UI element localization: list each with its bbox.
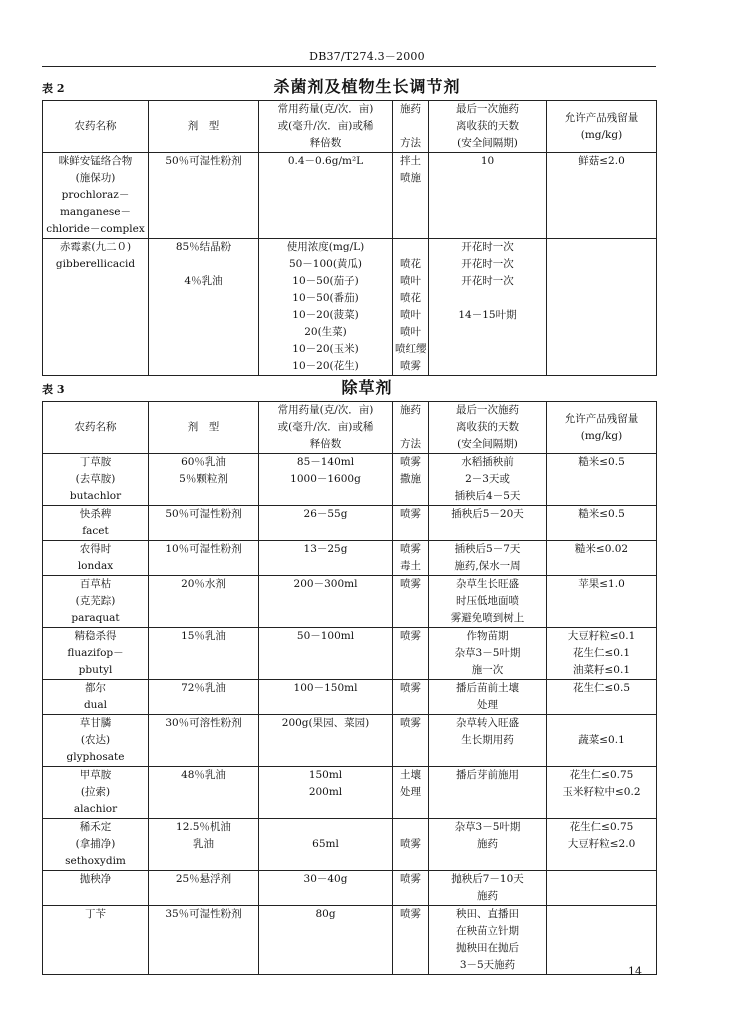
cell-line: 200－300ml	[293, 578, 358, 590]
cell-method	[393, 239, 429, 376]
cell-line: 喷雾	[400, 908, 421, 920]
cell-line: dual	[83, 699, 108, 711]
cell-form	[149, 153, 259, 239]
cell-days	[429, 541, 547, 576]
cell-line: 甲草胺	[79, 769, 112, 781]
cell-line: 糙米≤0.5	[578, 456, 625, 468]
document-code: DB37/T274.3－2000	[309, 50, 425, 63]
cell-line: 花生仁≤0.1	[573, 647, 630, 659]
cell-form	[149, 871, 259, 906]
cell-form	[149, 715, 259, 767]
cell-line: 拌土	[400, 155, 421, 167]
cell-residue	[547, 153, 657, 239]
col-header-name: 农药名称	[43, 101, 149, 153]
cell-line: 稀禾定	[79, 821, 112, 833]
table-row	[43, 680, 657, 715]
cell-line: 糙米≤0.5	[578, 508, 625, 520]
cell-method	[393, 454, 429, 506]
header-rule	[42, 66, 656, 67]
table-row	[43, 628, 657, 680]
cell-line: 毒土	[400, 560, 421, 572]
cell-name	[43, 506, 149, 541]
cell-method	[393, 541, 429, 576]
cell-line: 喷花	[400, 258, 421, 270]
cell-line	[549, 871, 654, 888]
cell-dose	[259, 576, 393, 628]
cell-line: 草甘膦	[79, 717, 112, 729]
cell-name	[43, 819, 149, 871]
cell-line: 65ml	[312, 838, 339, 850]
cell-line: (拉索)	[80, 786, 111, 798]
cell-line: 施药,保水一周	[454, 560, 521, 572]
table-row	[43, 541, 657, 576]
cell-line: 喷雾	[400, 456, 421, 468]
cell-residue	[547, 767, 657, 819]
cell-residue	[547, 871, 657, 906]
cell-line: 1000－1600g	[290, 473, 361, 485]
table3	[42, 401, 657, 975]
cell-residue	[547, 454, 657, 506]
table-row	[43, 239, 657, 376]
page-number: 14	[628, 965, 642, 978]
cell-days	[429, 576, 547, 628]
col-header-method: 施药 方法	[393, 101, 429, 153]
cell-line	[549, 715, 654, 732]
cell-line: manganese－	[59, 206, 132, 218]
cell-dose	[259, 767, 393, 819]
cell-line: sethoxydim	[65, 855, 126, 867]
cell-line: 抛秧田在抛后	[456, 942, 519, 954]
cell-line: 开花时一次	[461, 275, 514, 287]
col-header-days: 最后一次施药 离收获的天数 (安全间隔期)	[429, 402, 547, 454]
cell-name	[43, 715, 149, 767]
cell-line: 100－150ml	[293, 682, 358, 694]
cell-line: 施一次	[471, 664, 504, 676]
cell-line	[395, 819, 426, 836]
cell-form	[149, 506, 259, 541]
cell-residue	[547, 506, 657, 541]
cell-line: (农达)	[80, 734, 111, 746]
table-row	[43, 576, 657, 628]
cell-line: 10％可湿性粉剂	[165, 543, 242, 555]
cell-line: 使用浓度(mg/L)	[286, 241, 365, 253]
table3-header-row	[43, 402, 657, 454]
cell-line: 25％悬浮剂	[175, 873, 232, 885]
cell-line: 72％乳油	[181, 682, 226, 694]
cell-dose	[259, 506, 393, 541]
cell-line: paraquat	[71, 612, 120, 624]
table2-title: 杀菌剂及植物生长调节剂	[273, 77, 461, 96]
cell-line: 85％结晶粉	[175, 241, 232, 253]
cell-line: 施药	[477, 890, 498, 902]
cell-line: 喷雾	[400, 838, 421, 850]
cell-dose	[259, 153, 393, 239]
cell-line	[549, 239, 654, 256]
cell-dose	[259, 454, 393, 506]
cell-form	[149, 906, 259, 975]
cell-dose	[259, 628, 393, 680]
cell-dose	[259, 819, 393, 871]
cell-form	[149, 680, 259, 715]
cell-line: 抛秧后7－10天	[451, 873, 524, 885]
cell-line: 杂草转入旺盛	[456, 717, 519, 729]
table-row	[43, 906, 657, 975]
cell-line: 10－50(茄子)	[292, 275, 359, 287]
cell-line: 喷叶	[400, 309, 421, 321]
cell-form	[149, 819, 259, 871]
cell-residue	[547, 715, 657, 767]
col-header-residue: 允许产品残留量 (mg/kg)	[547, 101, 657, 153]
table-row	[43, 767, 657, 819]
cell-line: 百草枯	[79, 578, 112, 590]
cell-line: 5％颗粒剂	[179, 473, 228, 485]
cell-line: 抛秧净	[79, 873, 112, 885]
cell-line: gibberellicacid	[55, 258, 136, 270]
cell-line: 喷雾	[400, 873, 421, 885]
col-header-residue: 允许产品残留量 (mg/kg)	[547, 402, 657, 454]
cell-line: 作物苗期	[466, 630, 509, 642]
cell-line: 开花时一次	[461, 241, 514, 253]
cell-line: 杂草3－5叶期	[454, 821, 521, 833]
cell-line: (去草胺)	[75, 473, 116, 485]
cell-line: 咪鲜安锰络合物	[58, 155, 133, 167]
cell-line	[431, 290, 544, 307]
cell-line: 喷雾	[400, 578, 421, 590]
cell-line: 30％可溶性粉剂	[165, 717, 242, 729]
cell-line: 杂草生长旺盛	[456, 578, 519, 590]
cell-line: 30－40g	[303, 873, 348, 885]
cell-line: 2－3天或	[465, 473, 510, 485]
cell-line: 10－20(玉米)	[292, 343, 359, 355]
cell-line: chloride－complex	[46, 223, 145, 235]
cell-line: (施保功)	[75, 172, 116, 184]
cell-form	[149, 767, 259, 819]
cell-line: 大豆籽粒≤0.1	[567, 630, 636, 642]
cell-line: 3－5天施药	[459, 959, 516, 971]
cell-line: 10－20(菠菜)	[292, 309, 359, 321]
cell-method	[393, 680, 429, 715]
cell-line: prochloraz－	[61, 189, 130, 201]
col-header-days: 最后一次施药 离收获的天数 (安全间隔期)	[429, 101, 547, 153]
cell-method	[393, 819, 429, 871]
cell-days	[429, 871, 547, 906]
cell-line: 10－50(番茄)	[292, 292, 359, 304]
cell-line: (克芜踪)	[75, 595, 116, 607]
cell-line: 20％水剂	[181, 578, 226, 590]
cell-days	[429, 628, 547, 680]
cell-line: 处理	[400, 786, 421, 798]
col-header-dose: 常用药量(克/次．亩) 或(毫升/次．亩)或稀 释倍数	[259, 402, 393, 454]
cell-name	[43, 767, 149, 819]
cell-line: 农得时	[79, 543, 112, 555]
cell-line: 赤霉素(九二０)	[59, 241, 132, 253]
cell-name	[43, 906, 149, 975]
cell-residue	[547, 628, 657, 680]
table2-label: 表 2	[42, 82, 65, 95]
cell-line: 35％可湿性粉剂	[165, 908, 242, 920]
cell-form	[149, 239, 259, 376]
cell-line: 喷雾	[400, 717, 421, 729]
col-header-method: 施药 方法	[393, 402, 429, 454]
table-row	[43, 819, 657, 871]
cell-line: pbutyl	[78, 664, 113, 676]
cell-residue	[547, 680, 657, 715]
cell-line: 播后苗前土壤	[456, 682, 519, 694]
table-row	[43, 506, 657, 541]
cell-line	[151, 256, 256, 273]
cell-method	[393, 906, 429, 975]
cell-line: 插秧后4－5天	[454, 490, 521, 502]
cell-line: 都尔	[85, 682, 106, 694]
cell-line: 14－15叶期	[458, 309, 517, 321]
cell-line: 喷红缨	[395, 343, 427, 355]
cell-line: 150ml	[308, 769, 343, 781]
cell-line: 60％乳油	[181, 456, 226, 468]
cell-residue	[547, 819, 657, 871]
cell-dose	[259, 680, 393, 715]
cell-form	[149, 576, 259, 628]
cell-method	[393, 767, 429, 819]
table2	[42, 100, 657, 376]
cell-form	[149, 541, 259, 576]
cell-name	[43, 871, 149, 906]
cell-line: 喷叶	[400, 275, 421, 287]
cell-line: (拿捕净)	[75, 838, 116, 850]
cell-line: 喷雾	[400, 682, 421, 694]
cell-line: 200ml	[308, 786, 343, 798]
cell-name	[43, 239, 149, 376]
cell-line: 喷雾	[400, 508, 421, 520]
cell-line: 撒施	[400, 473, 421, 485]
cell-line: 10－20(花生)	[292, 360, 359, 372]
cell-method	[393, 506, 429, 541]
cell-line: 秧田、直播田	[456, 908, 519, 920]
cell-days	[429, 506, 547, 541]
cell-line: 精稳杀得	[74, 630, 117, 642]
table-row	[43, 454, 657, 506]
cell-line: 蔬菜≤0.1	[578, 734, 625, 746]
cell-line: 200g(果园、菜园)	[281, 717, 370, 729]
cell-name	[43, 680, 149, 715]
cell-dose	[259, 239, 393, 376]
cell-line: 开花时一次	[461, 258, 514, 270]
cell-line: 处理	[477, 699, 498, 711]
cell-line: 丁苄	[85, 908, 106, 920]
cell-line: 生长期用药	[461, 734, 514, 746]
cell-line: 50％可湿性粉剂	[165, 155, 242, 167]
cell-line: alachior	[73, 803, 118, 815]
cell-line: 土壤	[400, 769, 421, 781]
cell-method	[393, 153, 429, 239]
cell-line: 13－25g	[303, 543, 348, 555]
cell-line: londax	[77, 560, 114, 572]
cell-line: 喷花	[400, 292, 421, 304]
cell-line: 花生仁≤0.5	[573, 682, 630, 694]
cell-days	[429, 906, 547, 975]
cell-line: 50％可湿性粉剂	[165, 508, 242, 520]
col-header-name: 农药名称	[43, 402, 149, 454]
cell-line: 插秧后5－7天	[454, 543, 521, 555]
cell-days	[429, 715, 547, 767]
cell-line	[395, 239, 426, 256]
cell-line: 50－100ml	[296, 630, 355, 642]
col-header-form: 剂 型	[149, 402, 259, 454]
table3-label: 表 3	[42, 383, 65, 396]
cell-line: 乳油	[193, 838, 214, 850]
cell-line: 在秧苗立针期	[456, 925, 519, 937]
cell-line: 喷雾	[400, 360, 421, 372]
cell-line: 喷雾	[400, 630, 421, 642]
cell-line: 15％乳油	[181, 630, 226, 642]
cell-line: 油菜籽≤0.1	[573, 664, 630, 676]
cell-name	[43, 153, 149, 239]
cell-line: 花生仁≤0.75	[569, 821, 634, 833]
cell-line: 85－140ml	[296, 456, 355, 468]
cell-residue	[547, 239, 657, 376]
cell-dose	[259, 541, 393, 576]
cell-method	[393, 715, 429, 767]
cell-line: 4％乳油	[184, 275, 223, 287]
table2-header-row	[43, 101, 657, 153]
cell-dose	[259, 871, 393, 906]
cell-name	[43, 454, 149, 506]
cell-line: 80g	[315, 908, 336, 920]
cell-form	[149, 454, 259, 506]
col-header-form: 剂 型	[149, 101, 259, 153]
cell-days	[429, 767, 547, 819]
cell-line: 施药	[477, 838, 498, 850]
cell-days	[429, 454, 547, 506]
cell-line: 糙米≤0.02	[574, 543, 629, 555]
cell-line: 0.4－0.6g/m²L	[287, 155, 364, 167]
cell-line: 26－55g	[303, 508, 348, 520]
cell-line: 水稻插秧前	[461, 456, 514, 468]
cell-method	[393, 871, 429, 906]
cell-line: 20(生菜)	[304, 326, 347, 338]
cell-line: 喷叶	[400, 326, 421, 338]
cell-line: 播后芽前施用	[456, 769, 519, 781]
cell-line: butachlor	[69, 490, 122, 502]
cell-line: 50－100(黄瓜)	[288, 258, 363, 270]
cell-name	[43, 541, 149, 576]
cell-residue	[547, 541, 657, 576]
cell-line: 丁草胺	[79, 456, 112, 468]
cell-name	[43, 628, 149, 680]
cell-line: 苹果≤1.0	[578, 578, 625, 590]
cell-line: 10	[480, 155, 495, 167]
table3-title: 除草剂	[341, 378, 393, 397]
cell-line: 大豆籽粒≤2.0	[567, 838, 636, 850]
cell-residue	[547, 576, 657, 628]
cell-method	[393, 576, 429, 628]
cell-line: 时压低地面喷	[456, 595, 519, 607]
cell-line: 插秧后5－20天	[451, 508, 524, 520]
cell-dose	[259, 715, 393, 767]
cell-line: 杂草3－5叶期	[454, 647, 521, 659]
cell-line: 快杀稗	[79, 508, 112, 520]
cell-days	[429, 819, 547, 871]
cell-days	[429, 680, 547, 715]
cell-method	[393, 628, 429, 680]
cell-line: 鲜菇≤2.0	[578, 155, 625, 167]
cell-days	[429, 153, 547, 239]
cell-line	[261, 819, 390, 836]
cell-dose	[259, 906, 393, 975]
table-row	[43, 715, 657, 767]
cell-form	[149, 628, 259, 680]
cell-days	[429, 239, 547, 376]
cell-line: fluazifop－	[67, 647, 124, 659]
table-row	[43, 153, 657, 239]
cell-line: 花生仁≤0.75	[569, 769, 634, 781]
cell-line: 12.5％机油	[176, 821, 231, 833]
cell-line: glyphosate	[66, 751, 125, 763]
cell-line: 48％乳油	[181, 769, 226, 781]
col-header-dose: 常用药量(克/次．亩) 或(毫升/次．亩)或稀 释倍数	[259, 101, 393, 153]
table-row	[43, 871, 657, 906]
cell-line: 雾避免喷到树上	[450, 612, 525, 624]
cell-line	[549, 906, 654, 923]
cell-line: 玉米籽粒中≤0.2	[562, 786, 641, 798]
cell-line: facet	[82, 525, 109, 537]
cell-line: 喷雾	[400, 543, 421, 555]
cell-line: 喷施	[400, 172, 421, 184]
cell-name	[43, 576, 149, 628]
